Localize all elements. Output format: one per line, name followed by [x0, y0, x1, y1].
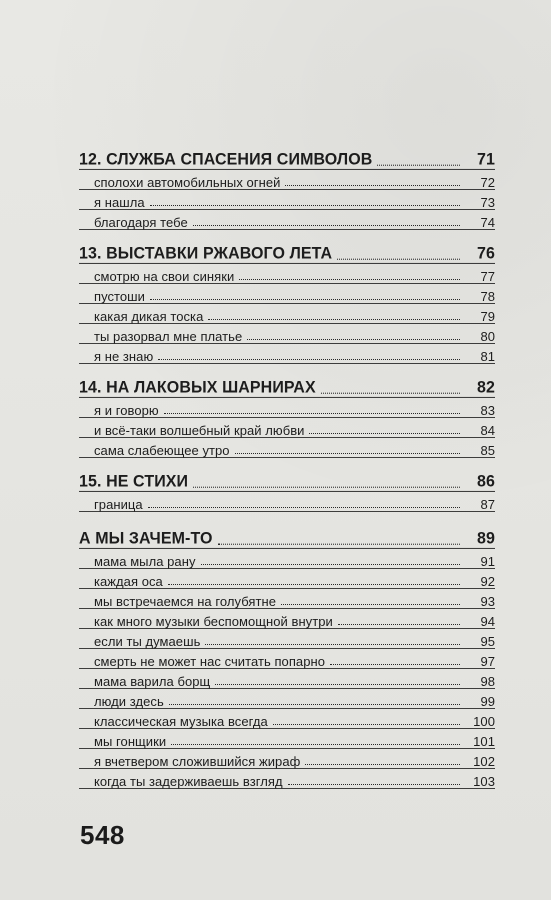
dot-leader: [208, 318, 460, 320]
toc-page-number: 91: [480, 554, 495, 569]
toc-entry-row: [79, 549, 495, 569]
dot-leader: [285, 184, 460, 186]
toc-section-title: 12. СЛУЖБА СПАСЕНИЯ СИМВОЛОВ: [79, 150, 373, 169]
toc-page-number: 73: [480, 195, 495, 210]
dot-leader: [337, 258, 460, 260]
toc-section-row: [79, 524, 495, 549]
toc-entry-row: [79, 569, 495, 589]
toc-entry-title: мама мыла рану: [94, 554, 196, 569]
toc-section-row: [79, 373, 495, 398]
toc-entry-row: [79, 609, 495, 629]
toc-entry-row: [79, 304, 495, 324]
toc-page-number: 85: [480, 443, 495, 458]
toc-page-number: 78: [480, 289, 495, 304]
toc-page-number: 92: [480, 574, 495, 589]
toc-entry-row: [79, 492, 495, 512]
toc-entry-row: [79, 284, 495, 304]
dot-leader: [281, 603, 460, 605]
toc-page-number: 77: [480, 269, 495, 284]
toc-entry-row: [79, 769, 495, 789]
toc-page-number: 81: [480, 349, 495, 364]
toc-page-number: 74: [480, 215, 495, 230]
dot-leader: [218, 543, 461, 545]
toc-entry-title: я и говорю: [94, 403, 159, 418]
dot-leader: [193, 486, 460, 488]
dot-leader: [168, 583, 460, 585]
toc-page-number: 86: [477, 472, 495, 491]
dot-leader: [158, 358, 460, 360]
toc-entry-row: [79, 190, 495, 210]
dot-leader: [321, 392, 460, 394]
toc-entry-title: смотрю на свои синяки: [94, 269, 235, 284]
dot-leader: [171, 743, 460, 745]
toc-entry-row: [79, 629, 495, 649]
toc-page-number: 82: [477, 378, 495, 397]
toc-entry-row: [79, 649, 495, 669]
toc-page-number: 93: [480, 594, 495, 609]
dot-leader: [205, 643, 460, 645]
toc-entry-title: ты разорвал мне платье: [94, 329, 243, 344]
toc-entry-title: люди здесь: [94, 694, 164, 709]
dot-leader: [309, 432, 460, 434]
toc-section-row: [79, 239, 495, 264]
toc-entry-row: [79, 589, 495, 609]
toc-page-number: 76: [477, 244, 495, 263]
toc-entry-title: мы гонщики: [94, 734, 167, 749]
toc-entry-title: как много музыки беспомощной внутри: [94, 614, 333, 629]
dot-leader: [239, 278, 460, 280]
toc-page-number: 89: [477, 529, 495, 548]
toc-entry-title: граница: [94, 497, 143, 512]
dot-leader: [338, 623, 460, 625]
toc-page-number: 101: [473, 734, 495, 749]
dot-leader: [164, 412, 460, 414]
toc-section-title: 13. ВЫСТАВКИ РЖАВОГО ЛЕТА: [79, 244, 333, 263]
page-number: 548: [80, 820, 125, 850]
toc-entry-row: [79, 729, 495, 749]
toc-section-title: А МЫ ЗАЧЕМ-ТО: [79, 529, 213, 548]
toc-entry-title: мама варила борщ: [94, 674, 211, 689]
dot-leader: [288, 783, 460, 785]
toc-section-row: [79, 467, 495, 492]
toc-page-number: 87: [480, 497, 495, 512]
toc-page-number: 97: [480, 654, 495, 669]
toc-entry-title: мы встречаемся на голубятне: [94, 594, 277, 609]
toc-entry-title: и всё-таки волшебный край любви: [94, 423, 305, 438]
toc-entry-title: благодаря тебе: [94, 215, 188, 230]
toc-entry-row: [79, 709, 495, 729]
toc-entry-title: каждая оса: [94, 574, 163, 589]
toc-page-number: 103: [473, 774, 495, 789]
toc-page-number: 84: [480, 423, 495, 438]
dot-leader: [148, 506, 460, 508]
toc-entry-row: [79, 170, 495, 190]
toc-page-number: 94: [480, 614, 495, 629]
toc-entry-title: когда ты задерживаешь взгляд: [94, 774, 283, 789]
toc-page-number: 99: [480, 694, 495, 709]
toc-entry-row: [79, 344, 495, 364]
toc-entry-row: [79, 210, 495, 230]
toc-page-number: 80: [480, 329, 495, 344]
toc-section-row: [79, 145, 495, 170]
dot-leader: [330, 663, 460, 665]
toc-entry-row: [79, 264, 495, 284]
toc-page-number: 71: [477, 150, 495, 169]
dot-leader: [273, 723, 460, 725]
toc-entry-row: [79, 418, 495, 438]
toc-entry-row: [79, 669, 495, 689]
toc-page-number: 72: [480, 175, 495, 190]
toc-entry-row: [79, 398, 495, 418]
toc-entry-title: сама слабеющее утро: [94, 443, 230, 458]
dot-leader: [305, 763, 460, 765]
toc-entry-row: [79, 324, 495, 344]
toc-entry-title: сполохи автомобильных огней: [94, 175, 281, 190]
toc-entry-title: я вчетвером сложившийся жираф: [94, 754, 301, 769]
table-of-contents: [79, 146, 495, 789]
toc-entry-title: какая дикая тоска: [94, 309, 204, 324]
toc-entry-row: [79, 689, 495, 709]
toc-entry-title: смерть не может нас считать попарно: [94, 654, 325, 669]
toc-entry-row: [79, 438, 495, 458]
toc-page-number: 102: [473, 754, 495, 769]
dot-leader: [169, 703, 460, 705]
toc-page-number: 83: [480, 403, 495, 418]
dot-leader: [193, 224, 460, 226]
dot-leader: [215, 683, 460, 685]
toc-page-number: 98: [480, 674, 495, 689]
dot-leader: [235, 452, 460, 454]
toc-entry-row: [79, 749, 495, 769]
dot-leader: [150, 298, 460, 300]
toc-page-number: 95: [480, 634, 495, 649]
toc-page-number: 79: [480, 309, 495, 324]
toc-section-title: 15. НЕ СТИХИ: [79, 472, 189, 491]
dot-leader: [150, 204, 460, 206]
dot-leader: [201, 563, 461, 565]
toc-entry-title: пустоши: [94, 289, 145, 304]
toc-section-title: 14. НА ЛАКОВЫХ ШАРНИРАХ: [79, 378, 316, 397]
toc-entry-title: классическая музыка всегда: [94, 714, 268, 729]
toc-page-number: 100: [473, 714, 495, 729]
toc-entry-title: я нашла: [94, 195, 145, 210]
toc-entry-title: если ты думаешь: [94, 634, 201, 649]
dot-leader: [377, 164, 460, 166]
dot-leader: [247, 338, 460, 340]
toc-entry-title: я не знаю: [94, 349, 154, 364]
